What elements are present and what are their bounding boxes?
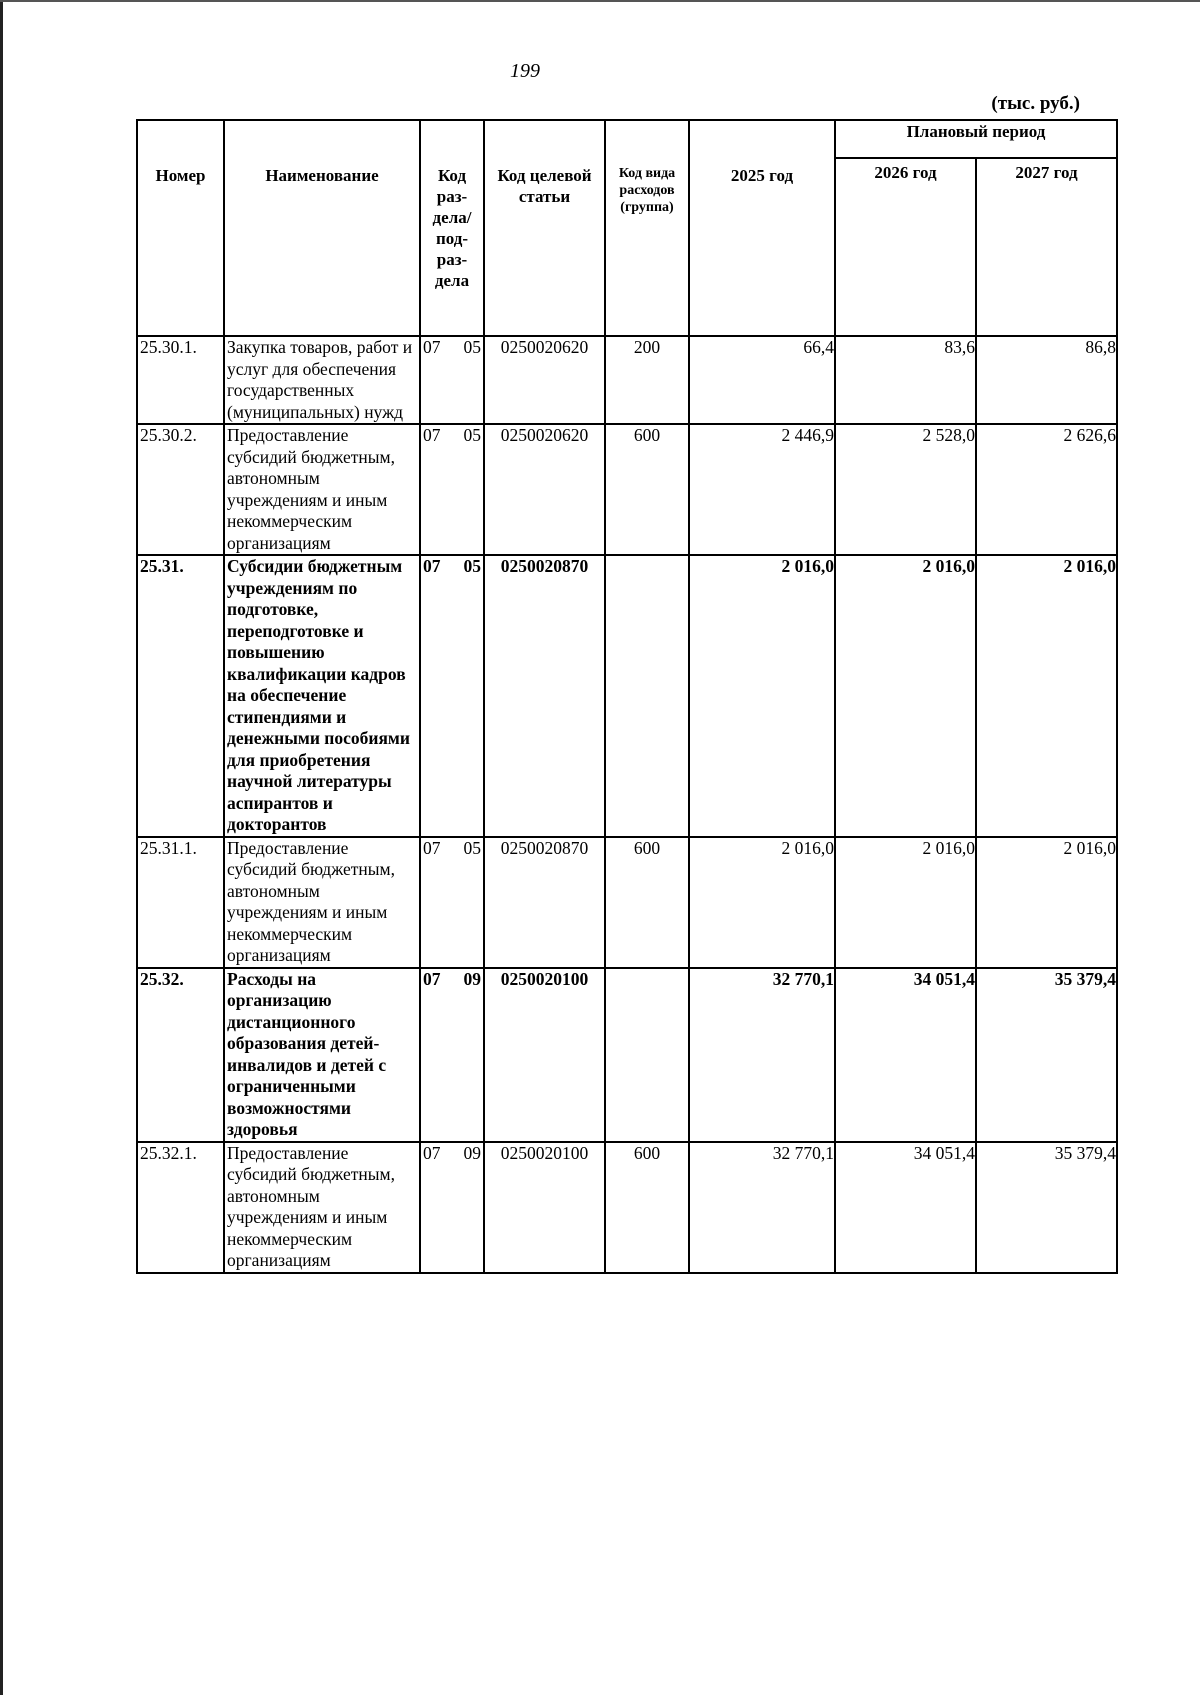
table-body <box>137 336 1117 1273</box>
row-name: Закупка товаров, работ и услуг для обеспечения государственных (муниципальных) нужд <box>224 336 420 424</box>
row-section-code <box>420 555 484 837</box>
row-target-code: 0250020620 <box>484 336 605 424</box>
row-amount-2026: 34 051,4 <box>835 968 976 1142</box>
subsection-code: 05 <box>463 425 481 445</box>
table-header <box>137 120 1117 336</box>
header-plan-period: Плановый период <box>835 120 1117 158</box>
row-section-code <box>420 1142 484 1273</box>
section-code: 07 <box>423 425 441 445</box>
row-amount-2027: 35 379,4 <box>976 1142 1117 1273</box>
row-target-code: 0250020870 <box>484 837 605 968</box>
scan-edge-left <box>0 0 3 1695</box>
row-target-code: 0250020100 <box>484 968 605 1142</box>
row-expense-type <box>605 968 689 1142</box>
row-expense-type: 200 <box>605 336 689 424</box>
row-name: Расходы на организацию дистанционного образования детей-инвалидов и детей с ограниченными возможностями здоровья <box>224 968 420 1142</box>
row-amount-2025: 32 770,1 <box>689 968 835 1142</box>
scan-edge-top <box>0 0 1200 2</box>
row-name: Предоставление субсидий бюджетным, автономным учреждениям и иным некоммерческим организациям <box>224 1142 420 1273</box>
section-code: 07 <box>423 837 441 858</box>
header-vr: Код вида расходов (группа) <box>605 120 689 336</box>
row-amount-2025: 66,4 <box>689 336 835 424</box>
header-cs: Код целевой статьи <box>484 120 605 336</box>
row-amount-2027: 2 626,6 <box>976 424 1117 555</box>
section-code: 07 <box>423 968 441 989</box>
row-expense-type: 600 <box>605 1142 689 1273</box>
row-amount-2025: 2 016,0 <box>689 837 835 968</box>
row-amount-2027: 86,8 <box>976 336 1117 424</box>
row-section-code <box>420 837 484 968</box>
row-amount-2025: 2 016,0 <box>689 555 835 837</box>
row-name: Предоставление субсидий бюджетным, автономным учреждениям и иным некоммерческим организациям <box>224 837 420 968</box>
row-section-code <box>420 968 484 1142</box>
row-amount-2026: 34 051,4 <box>835 1142 976 1273</box>
row-expense-type: 600 <box>605 424 689 555</box>
table-row <box>137 1142 1117 1273</box>
row-name: Предоставление субсидий бюджетным, автономным учреждениям и иным некоммерческим организациям <box>224 424 420 555</box>
header-2026: 2026 год <box>835 158 976 336</box>
page-number: 199 <box>510 60 540 82</box>
row-section-code <box>420 424 484 555</box>
row-number: 25.30.1. <box>137 336 224 424</box>
header-2025: 2025 год <box>689 120 835 336</box>
row-amount-2027: 2 016,0 <box>976 837 1117 968</box>
row-section-code <box>420 336 484 424</box>
header-num: Номер <box>137 120 224 336</box>
row-expense-type <box>605 555 689 837</box>
table-row <box>137 837 1117 968</box>
table-row <box>137 555 1117 837</box>
section-code: 07 <box>423 337 441 357</box>
row-number: 25.31. <box>137 555 224 837</box>
table-row <box>137 968 1117 1142</box>
row-target-code: 0250020620 <box>484 424 605 555</box>
row-amount-2026: 83,6 <box>835 336 976 424</box>
row-amount-2027: 2 016,0 <box>976 555 1117 837</box>
row-target-code: 0250020870 <box>484 555 605 837</box>
row-number: 25.30.2. <box>137 424 224 555</box>
subsection-code: 05 <box>463 837 481 858</box>
units-label: (тыс. руб.) <box>991 93 1080 114</box>
row-target-code: 0250020100 <box>484 1142 605 1273</box>
table-row <box>137 424 1117 555</box>
subsection-code: 09 <box>463 968 481 989</box>
row-amount-2025: 2 446,9 <box>689 424 835 555</box>
row-expense-type: 600 <box>605 837 689 968</box>
row-number: 25.32.1. <box>137 1142 224 1273</box>
row-amount-2026: 2 528,0 <box>835 424 976 555</box>
row-amount-2025: 32 770,1 <box>689 1142 835 1273</box>
subsection-code: 05 <box>463 556 481 576</box>
section-code: 07 <box>423 556 441 576</box>
row-name: Субсидии бюджетным учреждениям по подготовке, переподготовке и повышению квалификации кадров на обеспечение стипендиями и денежными пособиями для приобретения научной литературы аспирантов и докторантов <box>224 555 420 837</box>
section-code: 07 <box>423 1142 441 1163</box>
subsection-code: 05 <box>463 337 481 357</box>
header-name: Наименование <box>224 120 420 336</box>
table-row <box>137 336 1117 424</box>
row-number: 25.31.1. <box>137 837 224 968</box>
budget-table <box>136 119 1118 1274</box>
row-amount-2026: 2 016,0 <box>835 837 976 968</box>
header-2027: 2027 год <box>976 158 1117 336</box>
row-number: 25.32. <box>137 968 224 1142</box>
subsection-code: 09 <box>463 1142 481 1163</box>
row-amount-2026: 2 016,0 <box>835 555 976 837</box>
row-amount-2027: 35 379,4 <box>976 968 1117 1142</box>
header-razd: Код раз-дела/ под-раз-дела <box>420 120 484 336</box>
